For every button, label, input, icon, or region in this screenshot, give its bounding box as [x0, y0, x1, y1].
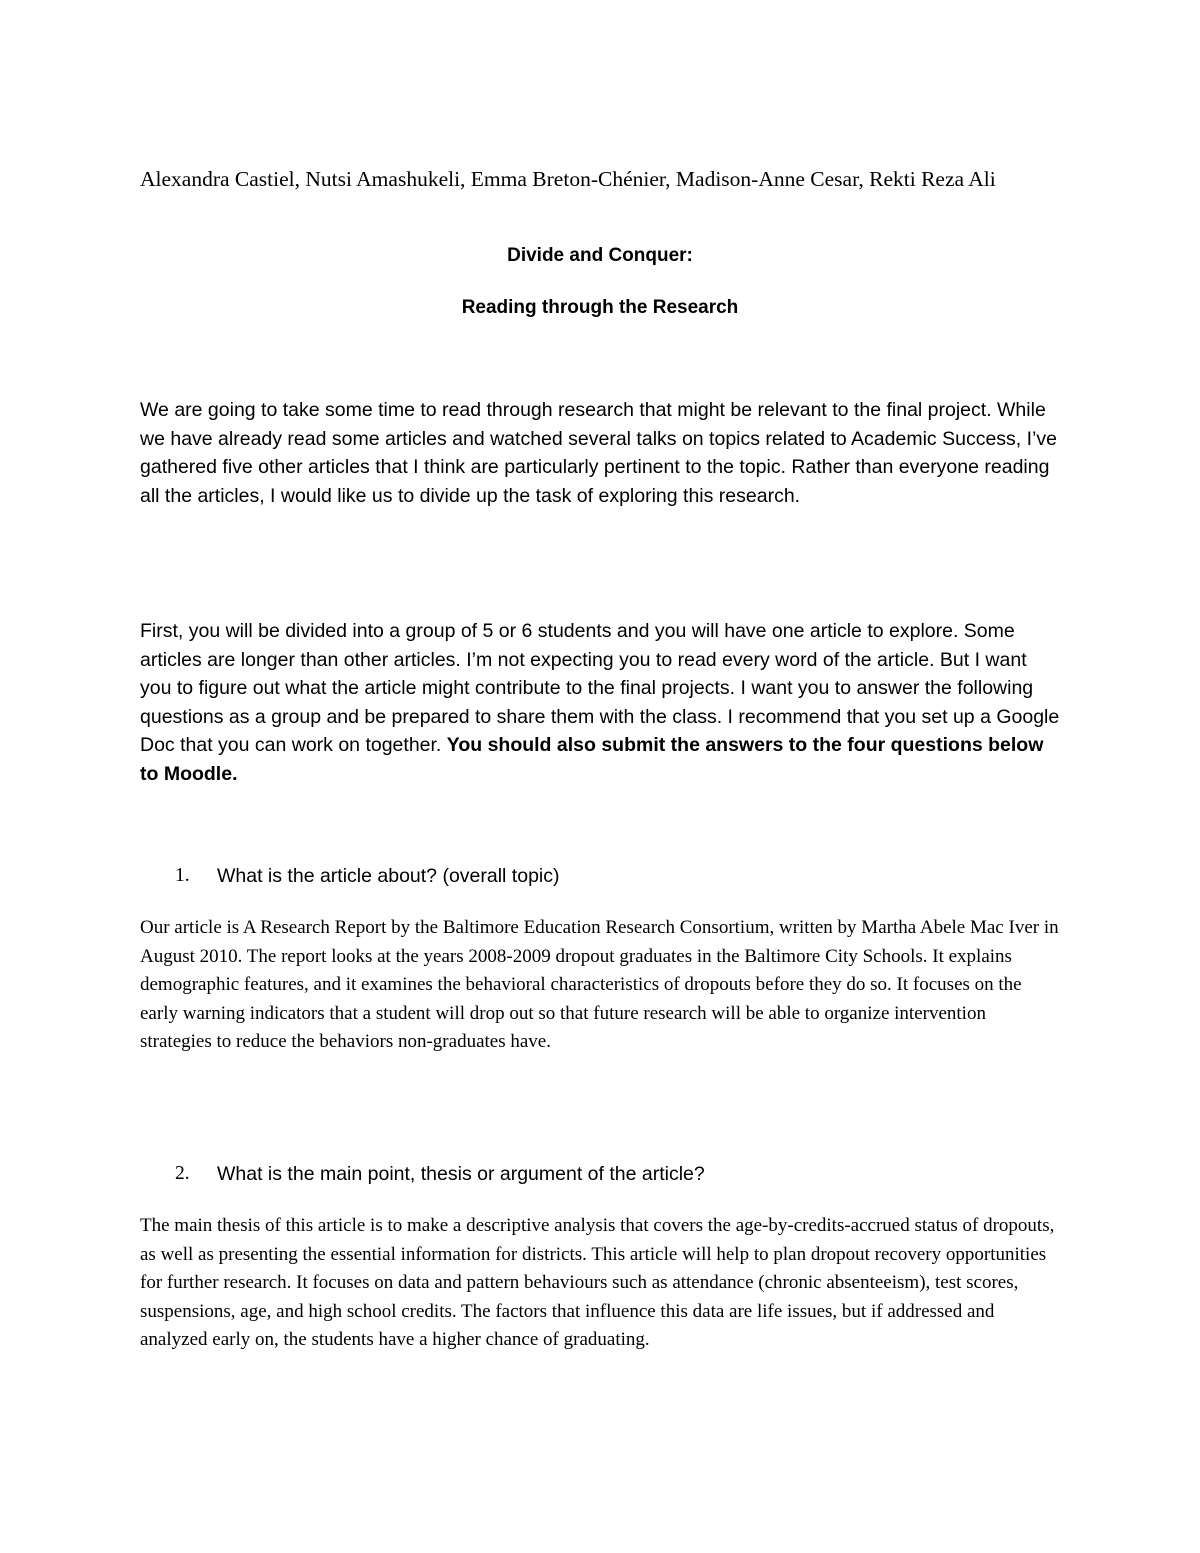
author-list: Alexandra Castiel, Nutsi Amashukeli, Emma Breton-Chénier, Madison-Anne Cesar, Rekti Reza Ali: [140, 167, 996, 191]
question-text: What is the main point, thesis or argument of the article?: [217, 1163, 705, 1185]
instructions-bold-text: You should also submit the answers to the four questions below to Moodle.: [140, 734, 1044, 785]
question-text: What is the article about? (overall topic): [217, 865, 560, 887]
question-1: [140, 862, 1060, 890]
intro-paragraph: We are going to take some time to read through research that might be relevant to the final project. While we have already read some articles and watched several talks on topics related to Academic Success, I’ve gathered five other articles that I think are particularly pertinent to the topic. Rather than everyone reading all the articles, I would like us to divide up the task of exploring this research.: [140, 399, 1057, 507]
question-number: 2.: [175, 1163, 190, 1184]
answer-1: Our article is A Research Report by the Baltimore Education Research Consortium, written by Martha Abele Mac Iver in August 2010. The report looks at the years 2008-2009 dropout graduates in the Baltimore City Schools. It explains demographic features, and it examines the behavioral characteristics of dropouts before they do so. It focuses on the early warning indicators that a student will drop out so that future research will be able to organize intervention strategies to reduce the behaviors non-graduates have.: [140, 917, 1059, 1052]
instructions-text: First, you will be divided into a group of 5 or 6 students and you will have one article to explore. Some articles are longer than other articles. I’m not expecting you to read every word of the article. But I want you to figure out what the article might contribute to the final projects. I want you to answer the following questions as a group and be prepared to share them with the class. I recommend that you set up a Google Doc that you can work on together.: [140, 620, 1060, 757]
answer-2: The main thesis of this article is to make a descriptive analysis that covers the age-by-credits-accrued status of dropouts, as well as presenting the essential information for districts. This article will help to plan dropout recovery opportunities for further research. It focuses on data and pattern behaviours such as attendance (chronic absenteeism), test scores, suspensions, age, and high school credits. The factors that influence this data are life issues, but if addressed and analyzed early on, the students have a higher chance of graduating.: [140, 1215, 1055, 1350]
question-2: [140, 1160, 1060, 1188]
question-number: 1.: [175, 865, 190, 886]
instructions-paragraph: [140, 617, 1060, 789]
document-title: Divide and Conquer:: [507, 245, 693, 266]
document-subtitle: Reading through the Research: [461, 297, 739, 318]
